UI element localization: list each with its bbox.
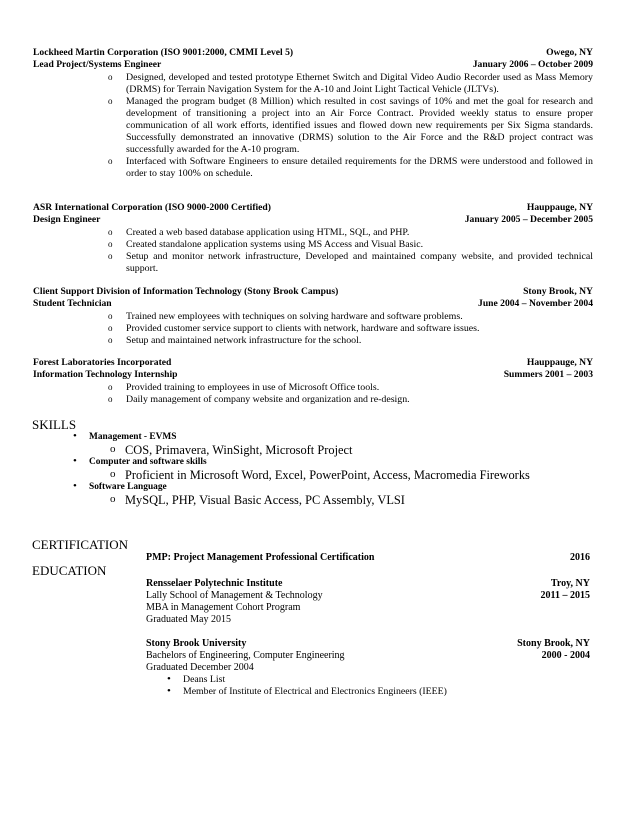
job-title: Student Technician xyxy=(33,298,112,309)
job-header-row xyxy=(33,286,593,298)
job-bullet: o Managed the program budget (8 Million) which resulted in cost savings of 10% and met the goal for research and development of transitioning a project into an Air Force Contract. Provided weekly status to ensure proper communication of all work efforts, identified issues and flowed down new requirements per Six Sigma standards. Successfully demonstrated an innovative (DRMS) solution to the Air Force and the R&D project contract was successfully awarded for the A-10 program. xyxy=(126,96,593,156)
job-bullet: o Provided customer service support to clients with network, hardware and software issues. xyxy=(126,323,593,335)
honor-item: • Member of Institute of Electrical and Electronics Engineers (IEEE) xyxy=(183,686,590,698)
skill-value: o COS, Primavera, WinSight, Microsoft Project xyxy=(33,443,593,457)
skill-category: • Software Language xyxy=(33,482,593,493)
job-location: Owego, NY xyxy=(546,47,593,58)
job-header-row xyxy=(33,202,593,214)
skill-value: o Proficient in Microsoft Word, Excel, PowerPoint, Access, Macromedia Fireworks xyxy=(33,468,593,482)
school-name: Stony Brook University xyxy=(146,638,247,649)
certification-name: PMP: Project Management Professional Certification xyxy=(146,552,375,563)
job-bullet: o Setup and monitor network infrastructure, Developed and maintained company website, and provided technical support. xyxy=(126,251,593,275)
certification-entry xyxy=(146,552,590,564)
skill-group xyxy=(33,482,593,507)
job-bullets xyxy=(33,311,593,347)
job-title: Information Technology Internship xyxy=(33,369,178,380)
skill-category: • Computer and software skills xyxy=(33,457,593,468)
school-location: Troy, NY xyxy=(550,578,590,589)
job-entry-forest-labs xyxy=(33,357,593,406)
skills-list xyxy=(33,432,593,507)
job-bullets xyxy=(33,72,593,180)
school-row xyxy=(146,638,590,650)
job-title-row xyxy=(33,214,593,226)
job-dates: Summers 2001 – 2003 xyxy=(503,369,593,380)
school-detail: MBA in Management Cohort Program xyxy=(146,602,301,613)
skills-heading: SKILLS xyxy=(32,417,77,432)
job-dates: January 2006 – October 2009 xyxy=(472,59,593,70)
job-location: Stony Brook, NY xyxy=(523,286,593,297)
school-detail-row xyxy=(146,590,590,602)
job-header-row xyxy=(33,47,593,59)
job-bullets xyxy=(33,227,593,275)
school-detail: Graduated December 2004 xyxy=(146,662,254,673)
school-detail: Graduated May 2015 xyxy=(146,614,231,625)
school-dates: 2011 – 2015 xyxy=(540,590,590,601)
job-organization: Forest Laboratories Incorporated xyxy=(33,357,172,368)
job-bullets xyxy=(33,382,593,406)
skill-group xyxy=(33,457,593,482)
job-title-row xyxy=(33,59,593,71)
job-dates: June 2004 – November 2004 xyxy=(478,298,593,309)
job-entry-asr xyxy=(33,202,593,275)
job-organization: Lockheed Martin Corporation (ISO 9001:2000, CMMI Level 5) xyxy=(33,47,294,58)
job-organization: ASR International Corporation (ISO 9000-2000 Certified) xyxy=(33,202,271,213)
school-detail-row xyxy=(146,650,590,662)
job-bullet: o Created a web based database application using HTML, SQL, and PHP. xyxy=(126,227,593,239)
school-honors xyxy=(146,674,590,698)
skill-category: • Management - EVMS xyxy=(33,432,593,443)
education-entry-stony-brook xyxy=(146,638,590,698)
school-row xyxy=(146,578,590,590)
school-detail: Lally School of Management & Technology xyxy=(146,590,323,601)
job-bullet: o Setup and maintained network infrastructure for the school. xyxy=(126,335,593,347)
job-bullet: o Designed, developed and tested prototype Ethernet Switch and Digital Video Audio Recorder used as Mass Memory (DRMS) for Terrain Navigation System for the A-10 and Joint Light Tactical Vehicle (JLTVs). xyxy=(126,72,593,96)
job-title-row xyxy=(33,298,593,310)
school-location: Stony Brook, NY xyxy=(517,638,590,649)
job-header-row xyxy=(33,357,593,369)
school-detail: Bachelors of Engineering, Computer Engineering xyxy=(146,650,345,661)
job-bullet: o Provided training to employees in use of Microsoft Office tools. xyxy=(126,382,593,394)
job-organization: Client Support Division of Information Technology (Stony Brook Campus) xyxy=(33,286,339,297)
honor-item: • Deans List xyxy=(183,674,590,686)
job-title-row xyxy=(33,369,593,381)
job-dates: January 2005 – December 2005 xyxy=(464,214,593,225)
job-title: Design Engineer xyxy=(33,214,101,225)
job-location: Hauppauge, NY xyxy=(526,202,593,213)
certification-heading: CERTIFICATION xyxy=(32,537,128,552)
school-name: Rensselaer Polytechnic Institute xyxy=(146,578,283,589)
skill-group xyxy=(33,432,593,457)
skill-value: o MySQL, PHP, Visual Basic Access, PC Assembly, VLSI xyxy=(33,493,593,507)
certification-row xyxy=(146,552,590,564)
job-bullet: o Trained new employees with techniques on solving hardware and software problems. xyxy=(126,311,593,323)
job-location: Hauppauge, NY xyxy=(526,357,593,368)
job-bullet: o Daily management of company website and organization and re-design. xyxy=(126,394,593,406)
job-bullet: o Interfaced with Software Engineers to ensure detailed requirements for the DRMS were understood and followed in order to stay 100% on schedule. xyxy=(126,156,593,180)
education-heading: EDUCATION xyxy=(32,563,107,578)
job-entry-stony-brook-it xyxy=(33,286,593,347)
job-entry-lockheed xyxy=(33,47,593,180)
certification-year: 2016 xyxy=(570,552,590,563)
job-bullet: o Created standalone application systems using MS Access and Visual Basic. xyxy=(126,239,593,251)
job-title: Lead Project/Systems Engineer xyxy=(33,59,162,70)
education-entry-rpi xyxy=(146,578,590,626)
school-dates: 2000 - 2004 xyxy=(541,650,590,661)
